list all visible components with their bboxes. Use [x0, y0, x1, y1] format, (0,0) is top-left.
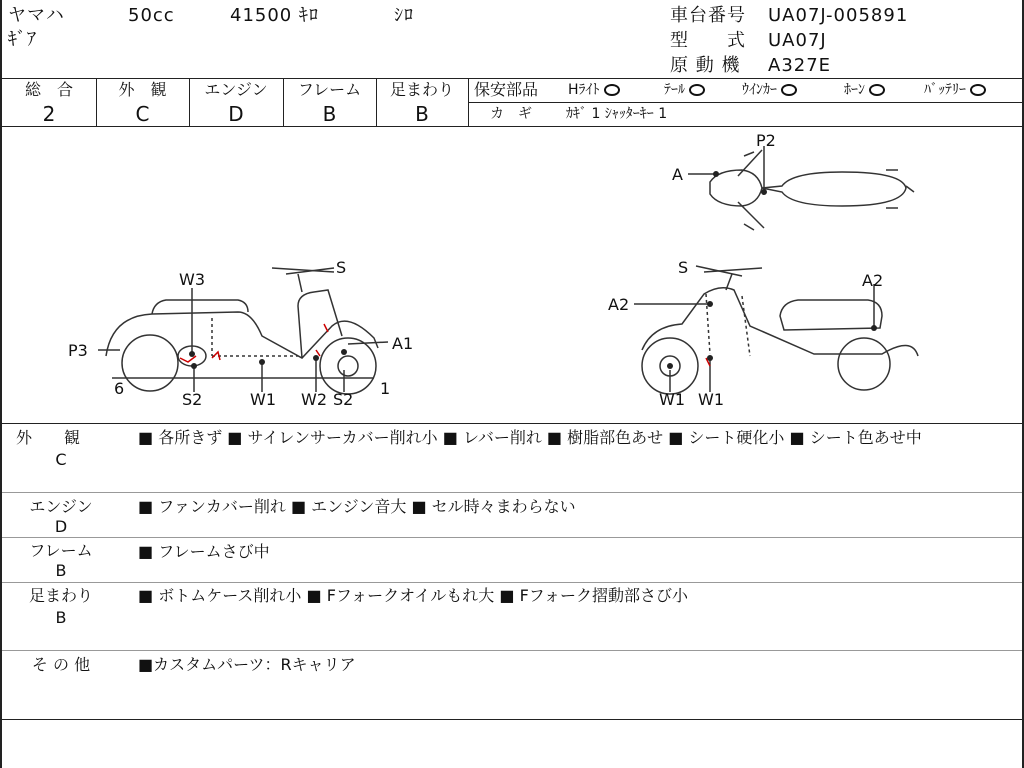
- divider: [2, 719, 1022, 720]
- label-6: 6: [114, 379, 125, 398]
- engine-grade-label: エンジン: [204, 80, 268, 99]
- label-s-left: S: [336, 258, 347, 277]
- front-wheel: [320, 338, 376, 394]
- label-a1: A1: [392, 334, 414, 353]
- engine-value: A327E: [768, 55, 832, 76]
- model-name: ｷﾞｱ: [8, 29, 37, 50]
- s-pointer-right: [696, 266, 742, 276]
- a1-pointer: [348, 342, 388, 344]
- note-grade-frame: B: [55, 561, 67, 580]
- type-label: 型 式: [670, 30, 746, 51]
- point-marker: [313, 355, 319, 361]
- note-title-other: そ の 他: [31, 655, 91, 674]
- label-s2-a: S2: [182, 390, 203, 409]
- note-grade-suspension: B: [55, 608, 67, 627]
- point-marker: [761, 189, 767, 195]
- suspension-grade: B: [415, 102, 429, 126]
- engine-label: 原 動 機: [670, 55, 741, 76]
- bottom-pointers-right: [670, 358, 710, 392]
- point-marker: [713, 171, 719, 177]
- safety-horn: ﾎｰﾝ: [844, 83, 885, 97]
- note-text-engine: ■ ファンカバー削れ ■ エンジン音大 ■ セル時々まわらない: [138, 497, 576, 516]
- frame-no-label: 車台番号: [670, 5, 746, 26]
- note-text-other: ■カスタムパーツ：Rキャリア: [138, 655, 356, 674]
- top-seat: [762, 172, 906, 206]
- frame-no: UA07J-005891: [768, 5, 909, 26]
- divider: [468, 102, 1022, 103]
- note-text-suspension: ■ ボトムケース削れ小 ■ Fフォークオイルもれ大 ■ Fフォーク摺動部さび小: [138, 586, 688, 605]
- point-marker: [871, 325, 877, 331]
- note-text-exterior: ■ 各所きず ■ サイレンサーカバー削れ小 ■ レバー削れ ■ 樹脂部色あせ ■ シート硬化小 ■ シート色あせ中: [138, 428, 922, 447]
- frame-label: フレーム: [297, 80, 362, 99]
- safety-tail: ﾃｰﾙ: [664, 83, 705, 97]
- divider: [2, 78, 1022, 79]
- divider: [2, 423, 1022, 424]
- key-label: カ ギ: [490, 106, 532, 122]
- point-marker: [191, 363, 197, 369]
- label-w1-left: W1: [250, 390, 276, 409]
- overall-label: 総 合: [24, 80, 73, 99]
- note-grade-exterior: C: [55, 450, 67, 469]
- divider: [2, 492, 1022, 493]
- ok-circle-icon: [604, 84, 620, 96]
- right-rear-wheel: [838, 338, 890, 390]
- ok-circle-icon: [689, 84, 705, 96]
- label-1: 1: [380, 379, 391, 398]
- point-marker: [707, 355, 713, 361]
- type-value: UA07J: [768, 30, 827, 51]
- divider: [2, 537, 1022, 538]
- right-body: [642, 288, 918, 356]
- note-title-engine: エンジン: [29, 497, 93, 516]
- top-handle-grips: [738, 150, 764, 228]
- exterior-grade: C: [135, 102, 150, 126]
- point-marker: [341, 349, 347, 355]
- label-w3: W3: [179, 270, 205, 289]
- divider: [2, 650, 1022, 651]
- ok-circle-icon: [781, 84, 797, 96]
- engine-grade: D: [228, 102, 244, 126]
- mileage: 41500 ｷﾛ: [230, 5, 319, 26]
- label-p3: P3: [68, 341, 88, 360]
- rear-wheel: [122, 335, 178, 391]
- ok-circle-icon: [970, 84, 986, 96]
- label-a2-left: A2: [608, 295, 630, 314]
- point-marker: [189, 351, 195, 357]
- color: ｼﾛ: [394, 5, 414, 26]
- note-title-frame: フレーム: [29, 541, 93, 560]
- damage-mark: [180, 352, 220, 362]
- label-a: A: [672, 165, 683, 184]
- point-marker: [667, 363, 673, 369]
- suspension-label: 足まわり: [389, 80, 454, 99]
- point-marker: [707, 301, 713, 307]
- label-s-right: S: [678, 258, 689, 277]
- safety-label: 保安部品: [474, 80, 539, 99]
- label-p2: P2: [756, 131, 776, 150]
- label-s2-b: S2: [333, 390, 354, 409]
- label-w2: W2: [301, 390, 327, 409]
- damage-mark: [316, 324, 328, 356]
- displacement: 50cc: [128, 5, 175, 26]
- note-title-exterior: 外 観: [15, 428, 80, 447]
- label-w1-right-a: W1: [659, 390, 685, 409]
- safety-headlight: Hﾗｲﾄ: [568, 83, 620, 97]
- label-a2-right: A2: [862, 271, 884, 290]
- right-seat: [780, 300, 882, 330]
- note-grade-engine: D: [54, 517, 68, 536]
- maker: ヤマハ: [8, 5, 65, 26]
- frame-grade: B: [322, 102, 337, 126]
- exterior-label: 外 観: [118, 80, 167, 99]
- point-marker: [259, 359, 265, 365]
- front-hub: [338, 356, 358, 376]
- top-rear: [886, 170, 914, 208]
- ok-circle-icon: [869, 84, 885, 96]
- right-handle: [704, 268, 762, 290]
- note-title-suspension: 足まわり: [28, 586, 93, 605]
- safety-winker: ｳｲﾝｶｰ: [742, 83, 797, 97]
- overall-grade: 2: [42, 102, 56, 126]
- key-value: ｶｷﾞ 1 ｼｬｯﾀｰｷｰ 1: [566, 106, 668, 122]
- divider: [2, 582, 1022, 583]
- safety-battery: ﾊﾞｯﾃﾘｰ: [924, 83, 986, 97]
- note-text-frame: ■ フレームさび中: [138, 542, 270, 561]
- label-w1-right-b: W1: [698, 390, 724, 409]
